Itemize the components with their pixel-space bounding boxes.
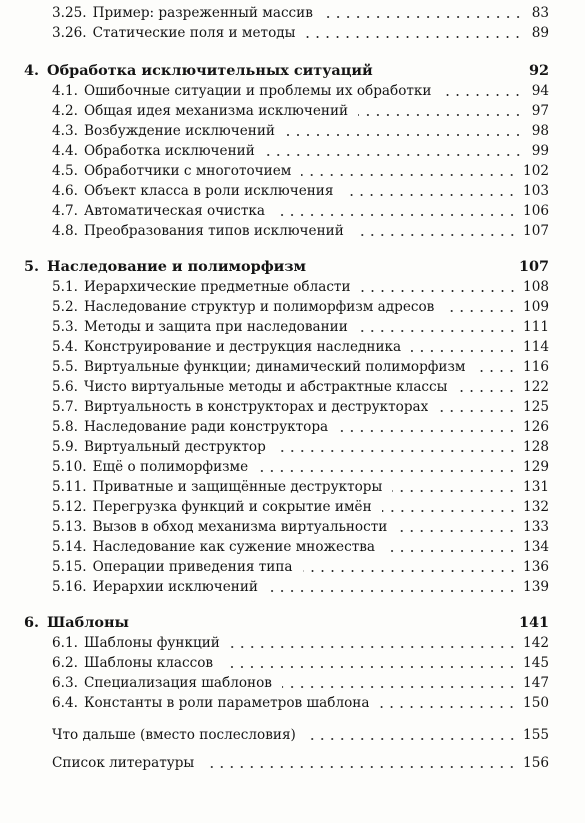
toc-entry-number: 5.10. <box>52 459 87 475</box>
toc-dot-leader <box>438 410 517 412</box>
toc-entry-title: Константы в роли параметров шаблона <box>83 695 370 711</box>
toc-page-number: 116 <box>523 359 549 375</box>
toc-dot-leader <box>354 234 517 236</box>
toc-dot-leader <box>258 470 517 472</box>
toc-section-entry[interactable] <box>52 140 549 160</box>
toc-section-entry[interactable] <box>52 752 549 772</box>
toc-section-entry[interactable] <box>52 376 549 396</box>
toc-dot-leader <box>223 666 517 668</box>
toc-entry-number: 5.9. <box>52 439 78 455</box>
toc-page-number: 134 <box>523 539 549 555</box>
toc-section-entry[interactable] <box>52 632 549 652</box>
toc-entry-number: 5.12. <box>52 499 87 515</box>
toc-dot-leader <box>385 550 517 552</box>
toc-dot-leader <box>392 490 517 492</box>
toc-entry-title: Методы и защита при наследовании <box>83 319 348 335</box>
toc-page-number: 128 <box>523 439 549 455</box>
toc-dot-leader <box>265 154 523 156</box>
toc-entry-number: 5.5. <box>52 359 78 375</box>
toc-dot-leader <box>475 370 517 372</box>
toc-dot-leader <box>230 646 517 648</box>
toc-entry-title: Наследование структур и полиморфизм адресов <box>83 299 435 315</box>
toc-page-number: 147 <box>523 675 549 691</box>
toc-entry-title: Иерархические предметные области <box>83 279 351 295</box>
toc-dot-leader <box>361 290 518 292</box>
toc-section-entry[interactable] <box>52 22 549 42</box>
toc-section-entry[interactable] <box>52 120 549 140</box>
toc-entry-number: 4.7. <box>52 203 78 219</box>
toc-entry-title: Обработка исключительных ситуаций <box>47 62 373 79</box>
toc-dot-leader <box>343 194 517 196</box>
toc-page-number: 97 <box>531 103 549 119</box>
toc-dot-leader <box>379 706 517 708</box>
toc-page-number: 122 <box>523 379 549 395</box>
toc-dot-leader <box>268 590 517 592</box>
toc-entry-number: 5.13. <box>52 519 87 535</box>
toc-entry-title: Наследование и полиморфизм <box>47 258 307 275</box>
toc-entry-title: Пример: разреженный массив <box>92 5 313 21</box>
toc-section-entry[interactable] <box>52 576 549 596</box>
toc-dot-leader <box>305 36 523 38</box>
toc-page-number: 142 <box>523 635 549 651</box>
toc-page-number: 132 <box>523 499 549 515</box>
toc-section-entry[interactable] <box>52 316 549 336</box>
toc-entry-title: Иерархии исключений <box>92 579 258 595</box>
toc-entry-number: 5.11. <box>52 479 87 495</box>
toc-entry-number: 6. <box>24 614 40 631</box>
toc-entry-title: Что дальше (вместо послесловия) <box>52 727 296 743</box>
toc-entry-number: 5.7. <box>52 399 78 415</box>
toc-entry-title: Вызов в обход механизма виртуальности <box>92 519 388 535</box>
toc-entry-number: 5.4. <box>52 339 78 355</box>
toc-entry-title: Операции приведения типа <box>92 559 293 575</box>
toc-section-entry[interactable] <box>52 556 549 576</box>
toc-page-number: 106 <box>523 203 549 219</box>
toc-dot-leader <box>204 766 517 768</box>
toc-dot-leader <box>444 310 517 312</box>
toc-page-number: 83 <box>531 5 549 21</box>
toc-page-number: 99 <box>531 143 549 159</box>
toc-section-entry[interactable] <box>52 80 549 100</box>
toc-entry-title: Обработка исключений <box>83 143 255 159</box>
toc-dot-leader <box>338 430 517 432</box>
toc-section-entry[interactable] <box>52 692 549 712</box>
toc-section-entry[interactable] <box>52 356 549 376</box>
toc-section-entry[interactable] <box>52 672 549 692</box>
toc-page-number: 109 <box>523 299 549 315</box>
toc-entry-title: Ещё о полиморфизме <box>92 459 249 475</box>
toc-page-number: 145 <box>523 655 549 671</box>
toc-entry-number: 5.6. <box>52 379 78 395</box>
toc-dot-leader <box>382 510 517 512</box>
toc-entry-title: Специализация шаблонов <box>83 675 272 691</box>
toc-section-entry[interactable] <box>52 436 549 456</box>
toc-section-entry[interactable] <box>52 276 549 296</box>
toc-dot-leader <box>285 134 523 136</box>
toc-entry-title: Наследование как сужение множества <box>92 539 375 555</box>
toc-page-number: 108 <box>523 279 549 295</box>
toc-entry-title: Общая идея механизма исключений <box>83 103 349 119</box>
toc-section-entry[interactable] <box>52 200 549 220</box>
toc-entry-number: 6.4. <box>52 695 78 711</box>
toc-section-entry[interactable] <box>52 496 549 516</box>
toc-dot-leader <box>397 530 517 532</box>
toc-entry-number: 5.8. <box>52 419 78 435</box>
toc-entry-number: 4.8. <box>52 223 78 239</box>
toc-entry-number: 5.3. <box>52 319 78 335</box>
toc-entry-title: Виртуальный деструктор <box>83 439 266 455</box>
toc-page-number: 126 <box>523 419 549 435</box>
toc-entry-number: 5.16. <box>52 579 87 595</box>
toc-page-number: 129 <box>523 459 549 475</box>
toc-page-number: 92 <box>528 62 549 79</box>
toc-entry-number: 4.6. <box>52 183 78 199</box>
toc-entry-number: 4.2. <box>52 103 78 119</box>
toc-entry-number: 4. <box>24 62 40 79</box>
toc-section-entry[interactable] <box>52 296 549 316</box>
toc-section-entry[interactable] <box>52 180 549 200</box>
toc-dot-leader <box>282 686 517 688</box>
toc-entry-title: Автоматическая очистка <box>83 203 265 219</box>
toc-entry-number: 3.25. <box>52 5 87 21</box>
toc-entry-title: Виртуальные функции; динамический полиморфизм <box>83 359 466 375</box>
toc-page-number: 139 <box>523 579 549 595</box>
toc-entry-title: Конструирование и деструкция наследника <box>83 339 402 355</box>
toc-entry-title: Приватные и защищённые деструкторы <box>92 479 383 495</box>
toc-dot-leader <box>358 330 517 332</box>
toc-entry-title: Чисто виртуальные методы и абстрактные классы <box>83 379 448 395</box>
toc-dot-leader <box>303 570 518 572</box>
toc-dot-leader <box>276 450 517 452</box>
toc-section-entry[interactable] <box>52 724 549 744</box>
toc-section-entry[interactable] <box>52 336 549 356</box>
toc-dot-leader <box>306 738 517 740</box>
toc-section-entry[interactable] <box>52 396 549 416</box>
toc-chapter-entry[interactable] <box>24 612 549 632</box>
toc-dot-leader <box>457 390 517 392</box>
toc-entry-number: 4.4. <box>52 143 78 159</box>
toc-entry-title: Наследование ради конструктора <box>83 419 329 435</box>
toc-dot-leader <box>441 94 523 96</box>
toc-page-number: 136 <box>523 559 549 575</box>
toc-entry-number: 5.1. <box>52 279 78 295</box>
toc-page-number: 94 <box>531 83 549 99</box>
toc-section-entry[interactable] <box>52 2 549 22</box>
toc-entry-title: Статические поля и методы <box>92 25 296 41</box>
toc-entry-title: Список литературы <box>52 755 195 771</box>
toc-section-entry[interactable] <box>52 516 549 536</box>
toc-page-number: 156 <box>523 755 549 771</box>
toc-entry-title: Шаблоны классов <box>83 655 214 671</box>
toc-entry-number: 5. <box>24 258 40 275</box>
toc-page-number: 133 <box>523 519 549 535</box>
toc-entry-number: 4.1. <box>52 83 78 99</box>
toc-page-number: 107 <box>523 223 549 239</box>
toc-entry-number: 5.14. <box>52 539 87 555</box>
toc-dot-leader <box>358 114 523 116</box>
toc-page-number: 103 <box>523 183 549 199</box>
toc-page-number: 125 <box>523 399 549 415</box>
toc-page-number: 131 <box>523 479 549 495</box>
toc-page-number: 111 <box>523 319 549 335</box>
toc-page-number: 107 <box>518 258 549 275</box>
toc-entry-title: Обработчики с многоточием <box>83 163 292 179</box>
toc-entry-title: Шаблоны <box>47 614 129 631</box>
toc-entry-title: Ошибочные ситуации и проблемы их обработки <box>83 83 432 99</box>
toc-page-number: 114 <box>523 339 549 355</box>
toc-entry-number: 5.2. <box>52 299 78 315</box>
toc-page-number: 102 <box>523 163 549 179</box>
toc-dot-leader <box>323 16 523 18</box>
toc-entry-title: Шаблоны функций <box>83 635 220 651</box>
toc-section-entry[interactable] <box>52 652 549 672</box>
toc-entry-title: Перегрузка функций и сокрытие имён <box>92 499 372 515</box>
toc-section-entry[interactable] <box>52 416 549 436</box>
toc-entry-title: Возбуждение исключений <box>83 123 275 139</box>
toc-entry-number: 3.26. <box>52 25 87 41</box>
toc-entry-number: 6.1. <box>52 635 78 651</box>
toc-section-entry[interactable] <box>52 476 549 496</box>
toc-entry-number: 5.15. <box>52 559 87 575</box>
toc-entry-title: Объект класса в роли исключения <box>83 183 334 199</box>
toc-section-entry[interactable] <box>52 100 549 120</box>
toc-section-entry[interactable] <box>52 456 549 476</box>
toc-entry-number: 6.3. <box>52 675 78 691</box>
toc-entry-number: 4.3. <box>52 123 78 139</box>
toc-page-number: 150 <box>523 695 549 711</box>
toc-section-entry[interactable] <box>52 160 549 180</box>
toc-dot-leader <box>275 214 517 216</box>
toc-chapter-entry[interactable] <box>24 60 549 80</box>
toc-entry-title: Виртуальность в конструкторах и деструкторах <box>83 399 429 415</box>
toc-chapter-entry[interactable] <box>24 256 549 276</box>
toc-page-number: 141 <box>518 614 549 631</box>
toc-page-number: 155 <box>523 727 549 743</box>
toc-entry-title: Преобразования типов исключений <box>83 223 344 239</box>
toc-section-entry[interactable] <box>52 220 549 240</box>
toc-page-number: 89 <box>531 25 549 41</box>
toc-entry-number: 4.5. <box>52 163 78 179</box>
toc-page-number: 98 <box>531 123 549 139</box>
toc-dot-leader <box>411 350 517 352</box>
toc-section-entry[interactable] <box>52 536 549 556</box>
toc-dot-leader <box>301 174 517 176</box>
toc-entry-number: 6.2. <box>52 655 78 671</box>
